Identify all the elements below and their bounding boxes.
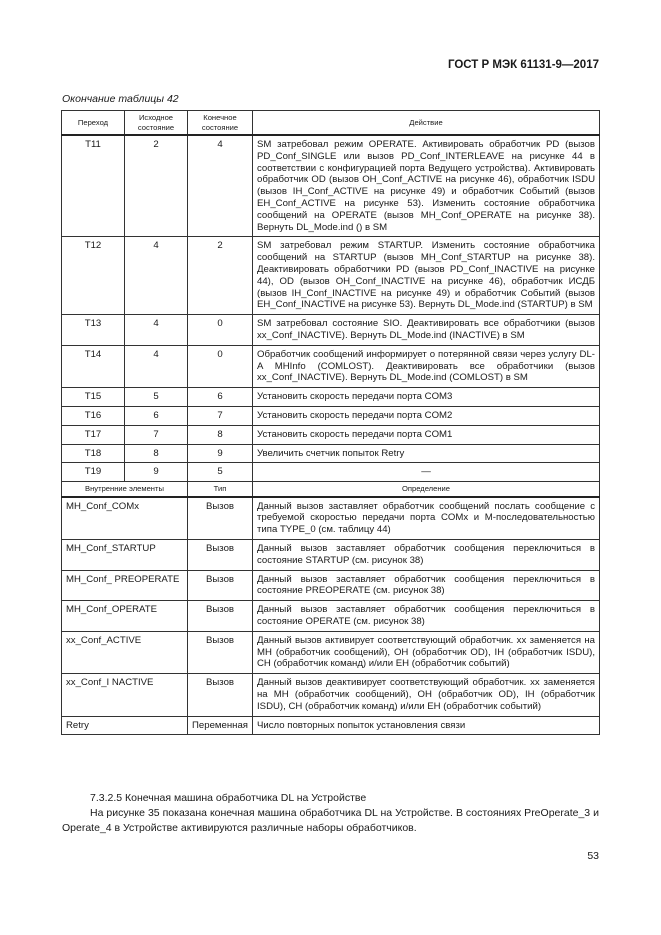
element-row <box>62 497 600 540</box>
transition-row <box>62 406 600 425</box>
element-definition: Данный вызов заставляет обработчик сообщения переключиться в состояние PREOPERATE (см. рисунок 38) <box>253 570 600 601</box>
transition-action: Установить скорость передачи порта COM1 <box>253 425 600 444</box>
header-transition: Переход <box>62 111 125 136</box>
transition-action: SM затребовал режим STARTUP. Изменить состояние обработчика сообщений на STARTUP (вызов MH_Conf_STARTUP на рисунке 38). Деактивировать обработчики PD (вызов PD_Conf_INACTIVE на рисунке 44), OD (вызов OH_Conf_INACTIVE на рисунке 46), обработчик ИСДБ (вызов IH_Conf_INACTIVE на рисунке 49) и обработчик Событий (вызов EH_Conf_INACTIVE на рисунке 53). Вернуть DL_Mode.ind (STARTUP) в SM <box>253 237 600 315</box>
element-name: MH_Conf_ PREOPERATE <box>62 570 188 601</box>
transition-row <box>62 315 600 346</box>
element-row <box>62 674 600 716</box>
element-type: Вызов <box>188 570 253 601</box>
header-action: Действие <box>253 111 600 136</box>
transition-row <box>62 388 600 407</box>
transition-id: T17 <box>62 425 125 444</box>
element-row <box>62 570 600 601</box>
transition-id: T14 <box>62 345 125 387</box>
transition-row <box>62 237 600 315</box>
target-state: 2 <box>188 237 253 315</box>
source-state: 9 <box>125 463 188 482</box>
element-type: Вызов <box>188 540 253 571</box>
element-row <box>62 540 600 571</box>
transitions-table <box>61 110 600 735</box>
table-header-row <box>62 111 600 136</box>
target-state: 5 <box>188 463 253 482</box>
element-type: Вызов <box>188 497 253 540</box>
transition-row <box>62 444 600 463</box>
target-state: 6 <box>188 388 253 407</box>
element-name: MH_Conf_STARTUP <box>62 540 188 571</box>
element-name: MH_Conf_COMx <box>62 497 188 540</box>
target-state: 0 <box>188 315 253 346</box>
header-definition: Определение <box>253 482 600 497</box>
header-type: Тип <box>188 482 253 497</box>
source-state: 4 <box>125 315 188 346</box>
transition-action: Установить скорость передачи порта COM2 <box>253 406 600 425</box>
transition-id: T16 <box>62 406 125 425</box>
page-number: 53 <box>587 850 599 862</box>
source-state: 4 <box>125 237 188 315</box>
elements-header-row <box>62 482 600 497</box>
source-state: 4 <box>125 345 188 387</box>
transition-id: T11 <box>62 135 125 237</box>
table-caption: Окончание таблицы 42 <box>62 93 179 105</box>
element-definition: Данный вызов деактивирует соответствующий обработчик. xx заменяется на MH (обработчик сообщений), OH (обработчик OD), IH (обработчик ISDU), CH (обработчик команд) и/или EH (обработчик событий) <box>253 674 600 716</box>
transition-row <box>62 463 600 482</box>
element-name: MH_Conf_OPERATE <box>62 601 188 632</box>
element-type: Вызов <box>188 601 253 632</box>
source-state: 7 <box>125 425 188 444</box>
transition-action: SM затребовал режим OPERATE. Активировать обработчик PD (вызов PD_Conf_SINGLE или вызов PD_Conf_INTERLEAVE на рисунке 44 в соответствии с конфигурацией порта Ведущего устройства). Активировать обработчик OD (вызов OH_Conf_ACTIVE на рисунке 46), обработчик ISDU (вызов IH_Conf_ACTIVE на рисунке 49) и обработчик Событий (вызов EH_Conf_ACTIVE на рисунке 53). Изменить состояние обработчика сообщений на OPERATE (вызов MH_Conf_OPERATE на рисунке 38). Вернуть DL_Mode.ind () в SM <box>253 135 600 237</box>
element-definition: Данный вызов заставляет обработчик сообщения переключиться в состояние OPERATE (см. рисунок 38) <box>253 601 600 632</box>
header-target-state: Конечное состояние <box>188 111 253 136</box>
transition-id: T19 <box>62 463 125 482</box>
transition-id: T12 <box>62 237 125 315</box>
target-state: 0 <box>188 345 253 387</box>
header-source-state: Исходное состояние <box>125 111 188 136</box>
element-name: Retry <box>62 716 188 735</box>
standard-header: ГОСТ Р МЭК 61131-9—2017 <box>447 59 599 71</box>
transition-action: Обработчик сообщений информирует о потерянной связи через услугу DL-A MHInfo (COMLOST). Деактивировать все обработчики (вызов xx_Conf_INACTIVE). Вернуть DL_Mode.ind (COMLOST) в SM <box>253 345 600 387</box>
source-state: 6 <box>125 406 188 425</box>
element-row <box>62 601 600 632</box>
transition-action: — <box>253 463 600 482</box>
element-definition: Данный вызов активирует соответствующий обработчик. xx заменяется на MH (обработчик сообщений), OH (обработчик OD), IH (обработчик ISDU), CH (обработчик команд) и/или EH (обработчик событий) <box>253 631 600 673</box>
element-definition: Данный вызов заставляет обработчик сообщения переключиться в состояние STARTUP (см. рисунок 38) <box>253 540 600 571</box>
transition-id: T13 <box>62 315 125 346</box>
section-title: 7.3.2.5 Конечная машина обработчика DL на Устройстве <box>90 792 367 804</box>
transition-action: Установить скорость передачи порта COM3 <box>253 388 600 407</box>
source-state: 5 <box>125 388 188 407</box>
target-state: 9 <box>188 444 253 463</box>
transition-row <box>62 425 600 444</box>
transition-row <box>62 345 600 387</box>
target-state: 8 <box>188 425 253 444</box>
target-state: 7 <box>188 406 253 425</box>
element-name: xx_Conf_I NACTIVE <box>62 674 188 716</box>
transition-id: T18 <box>62 444 125 463</box>
transition-action: SM затребовал состояние SIO. Деактивировать все обработчики (вызов xx_Conf_INACTIVE). Вернуть DL_Mode.ind (INACTIVE) в SM <box>253 315 600 346</box>
target-state: 4 <box>188 135 253 237</box>
transition-row <box>62 135 600 237</box>
element-name: xx_Conf_ACTIVE <box>62 631 188 673</box>
element-row <box>62 716 600 735</box>
source-state: 2 <box>125 135 188 237</box>
element-row <box>62 631 600 673</box>
section-body: На рисунке 35 показана конечная машина обработчика DL на Устройстве. В состояниях PreOperate_3 и Operate_4 в Устройстве активируются различные наборы обработчиков. <box>62 807 599 834</box>
transition-id: T15 <box>62 388 125 407</box>
element-definition: Данный вызов заставляет обработчик сообщений послать сообщение с требуемой скоростью передачи порта COMx и M-последовательностью типа TYPE_0 (см. таблицу 44) <box>253 497 600 540</box>
transition-action: Увеличить счетчик попыток Retry <box>253 444 600 463</box>
element-type: Вызов <box>188 631 253 673</box>
element-type: Вызов <box>188 674 253 716</box>
source-state: 8 <box>125 444 188 463</box>
element-type: Переменная <box>188 716 253 735</box>
header-element: Внутренние элементы <box>62 482 188 497</box>
element-definition: Число повторных попыток установления связи <box>253 716 600 735</box>
